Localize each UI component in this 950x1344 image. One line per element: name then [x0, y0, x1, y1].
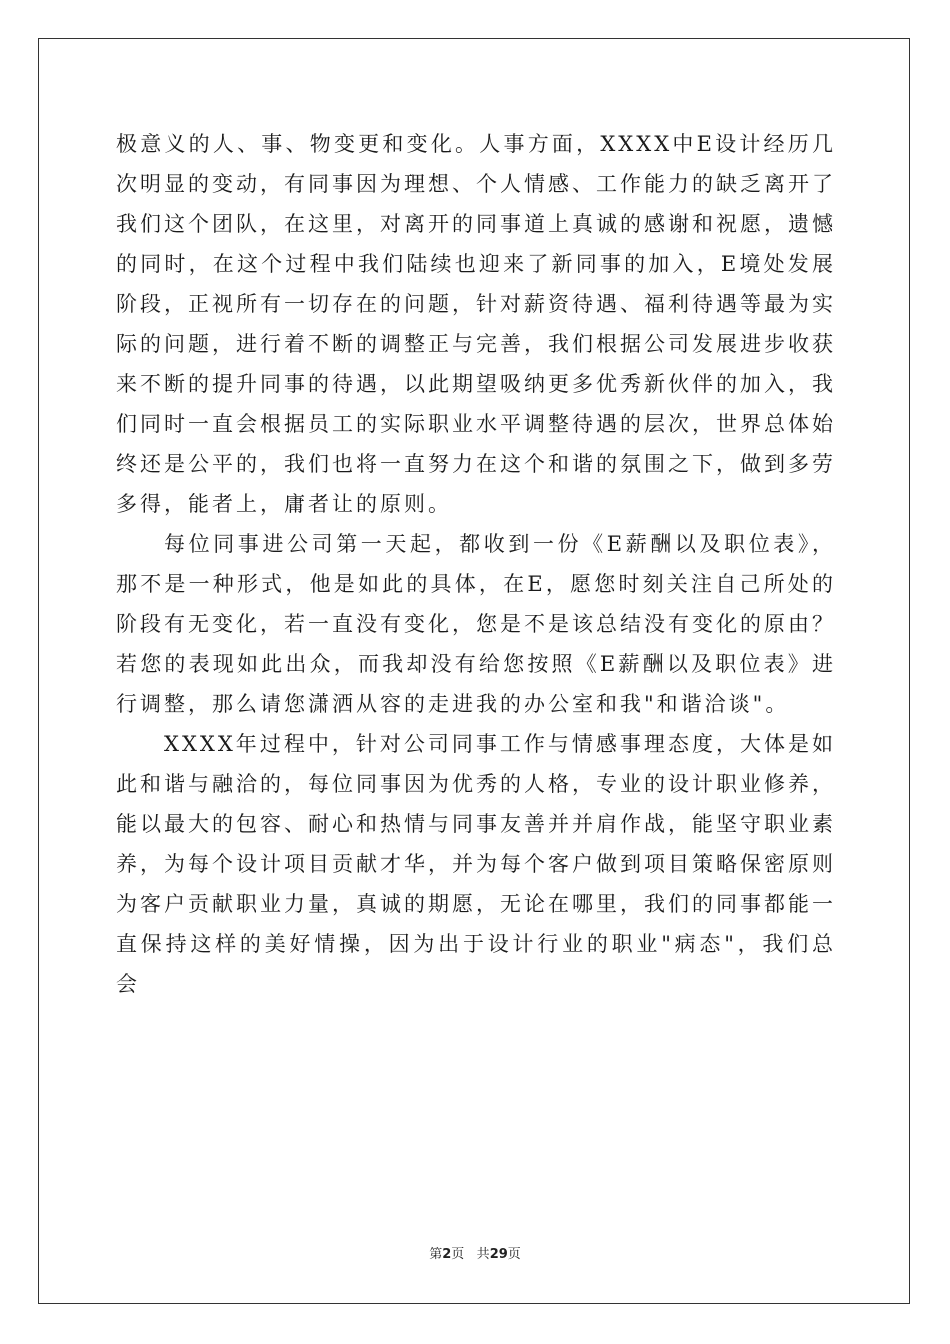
paragraph-1: 极意义的人、事、物变更和变化。人事方面，XXXX中E设计经历几次明显的变动，有同事因为理想、个人情感、工作能力的缺乏离开了我们这个团队，在这里，对离开的同事道上真诚的感谢和祝愿，遗憾的同时，在这个过程中我们陆续也迎来了新同事的加入，E境处发展阶段，正视所有一切存在的问题，针对薪资待遇、福利待遇等最为实际的问题，进行着不断的调整正与完善，我们根据公司发展进步收获来不断的提升同事的待遇，以此期望吸纳更多优秀新伙伴的加入，我们同时一直会根据员工的实际职业水平调整待遇的层次，世界总体始终还是公平的，我们也将一直努力在这个和谐的氛围之下，做到多劳多得，能者上，庸者让的原则。 [116, 132, 836, 516]
footer-total-suffix: 页 [507, 1247, 521, 1262]
paragraph-3: XXXX年过程中，针对公司同事工作与情感事理态度，大体是如此和谐与融洽的，每位同事因为优秀的人格，专业的设计职业修养，能以最大的包容、耐心和热情与同事友善并并肩作战，能坚守职业素养，为每个设计项目贡献才华，并为每个客户做到项目策略保密原则为客户贡献职业力量，真诚的期愿，无论在哪里，我们的同事都能一直保持这样的美好情操，因为出于设计行业的职业"病态"，我们总会 [116, 732, 836, 996]
footer-page-word: 页 [451, 1247, 465, 1262]
total-page-count: 29 [489, 1247, 508, 1262]
current-page-number: 2 [442, 1247, 452, 1262]
paragraph-2: 每位同事进公司第一天起，都收到一份《E薪酬以及职位表》，那不是一种形式，他是如此的具体，在E，愿您时刻关注自己所处的阶段有无变化，若一直没有变化，您是不是该总结没有变化的原由？若您的表现如此出众，而我却没有给您按照《E薪酬以及职位表》进行调整，那么请您潇洒从容的走进我的办公室和我"和谐洽谈"。 [116, 532, 836, 716]
footer-total-prefix: 共 [476, 1247, 490, 1262]
footer-prefix: 第 [429, 1247, 443, 1262]
document-body [116, 124, 836, 1004]
page-footer [0, 1246, 950, 1264]
